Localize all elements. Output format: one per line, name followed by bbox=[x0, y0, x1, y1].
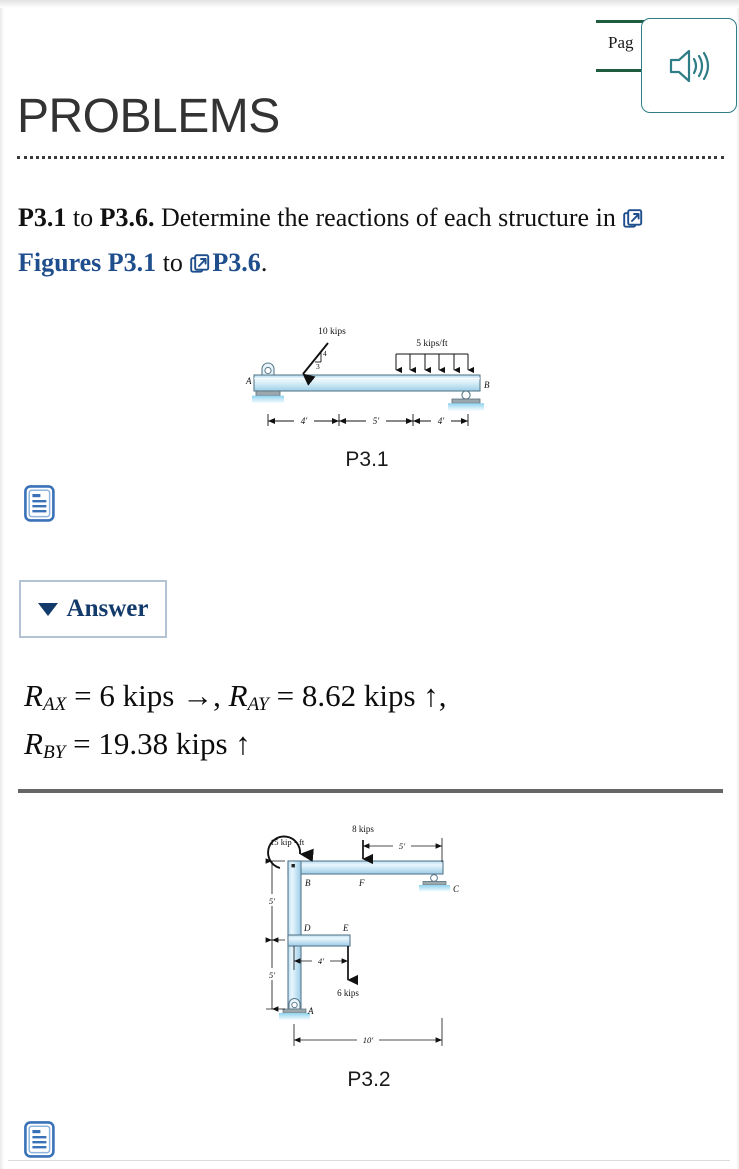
answer-symbol-ray: R bbox=[228, 678, 248, 713]
dimension-left-lower bbox=[264, 940, 285, 1009]
figure-link-p36[interactable]: P3.6 bbox=[212, 247, 261, 277]
label-load-6kips: 6 kips bbox=[337, 988, 359, 998]
page-bottom-divider bbox=[8, 1160, 730, 1161]
pin-support-a-p32 bbox=[279, 999, 310, 1021]
page-title: PROBLEMS bbox=[17, 90, 280, 143]
dim-label-bottom: 10′ bbox=[362, 1035, 374, 1045]
dim-label-1: 4′ bbox=[300, 416, 308, 426]
dimension-left-upper bbox=[264, 861, 285, 940]
page-number-label: Pag bbox=[608, 33, 634, 52]
statement-to-2: to bbox=[156, 247, 190, 277]
answer-value-ray: = 8.62 kips ↑, bbox=[268, 678, 447, 713]
label-moment: 15 kip • ft bbox=[270, 837, 305, 847]
answer-subscript-ax: AX bbox=[42, 694, 67, 716]
point-load-10kips bbox=[303, 343, 328, 374]
slope-rise-label: 4 bbox=[323, 349, 327, 358]
answer-toggle-button[interactable] bbox=[19, 580, 167, 638]
title-dotted-divider bbox=[17, 156, 724, 159]
document-notes-icon bbox=[24, 1121, 55, 1158]
answer-value-rax: = 6 kips →, bbox=[66, 678, 229, 713]
problem-range-end: P3.6. bbox=[99, 203, 155, 232]
external-link-icon[interactable] bbox=[190, 254, 210, 274]
statement-period: . bbox=[260, 247, 268, 277]
label-distributed-load: 5 kips/ft bbox=[416, 339, 448, 349]
label-node-e: E bbox=[343, 923, 349, 933]
answer-subscript-ay: AY bbox=[247, 694, 269, 716]
answer-subscript-by: BY bbox=[42, 742, 66, 764]
label-node-c: C bbox=[453, 884, 460, 894]
statement-to-1: to bbox=[66, 203, 100, 232]
label-node-b: B bbox=[305, 878, 311, 888]
answer-line-2 bbox=[24, 720, 724, 768]
dimension-top-right bbox=[363, 838, 442, 862]
dim-label-de: 4′ bbox=[317, 956, 325, 966]
statement-body: Determine the reactions of each structure in bbox=[154, 203, 623, 232]
document-notes-icon bbox=[24, 485, 55, 522]
label-support-b: B bbox=[484, 380, 490, 390]
figure-link-p31[interactable]: Figures P3.1 bbox=[18, 247, 157, 277]
roller-support-b bbox=[448, 391, 484, 411]
label-node-d: D bbox=[304, 923, 311, 933]
answer-toggle-label: Answer bbox=[66, 595, 149, 622]
dim-label-3: 4′ bbox=[437, 416, 445, 426]
answer-line-1 bbox=[24, 672, 724, 720]
dimension-bottom bbox=[294, 1018, 442, 1046]
figure-p32 bbox=[258, 818, 480, 1092]
dim-label-2: 5′ bbox=[372, 416, 380, 426]
caret-down-icon bbox=[38, 603, 58, 616]
dimension-line-p31 bbox=[268, 414, 468, 426]
label-node-f: F bbox=[359, 878, 365, 888]
dim-label-left-upper: 5′ bbox=[268, 896, 276, 906]
figure-caption-p32: P3.2 bbox=[347, 1068, 391, 1091]
answer-value-rby: = 19.38 kips ↑ bbox=[65, 726, 251, 762]
slope-run-label: 3 bbox=[316, 362, 320, 371]
label-support-a: A bbox=[246, 376, 252, 386]
problem-statement bbox=[18, 196, 718, 285]
dimension-de bbox=[294, 946, 348, 970]
figure-p32-drawing bbox=[258, 818, 480, 1060]
answer-symbol-rby: R bbox=[24, 726, 43, 762]
page-left-edge bbox=[0, 8, 4, 1169]
label-point-load: 10 kips bbox=[318, 327, 346, 337]
section-divider bbox=[18, 789, 723, 793]
external-link-icon[interactable] bbox=[623, 209, 643, 229]
label-load-8kips: 8 kips bbox=[352, 824, 374, 834]
label-node-a: A bbox=[308, 1006, 314, 1016]
speaker-icon bbox=[667, 46, 711, 86]
answer-symbol-rax: R bbox=[24, 678, 43, 713]
figure-p31-drawing bbox=[236, 318, 498, 438]
answer-content bbox=[24, 672, 724, 768]
distributed-load-5kipsft bbox=[396, 354, 468, 370]
note-icon-p31[interactable] bbox=[24, 485, 55, 522]
problem-range-start: P3.1 bbox=[18, 203, 67, 232]
dim-label-top-right: 5′ bbox=[398, 841, 406, 851]
window-top-strip bbox=[0, 0, 739, 8]
roller-support-c bbox=[419, 875, 450, 892]
note-icon-p32[interactable] bbox=[24, 1121, 55, 1158]
figure-caption-p31: P3.1 bbox=[345, 448, 389, 471]
dim-label-left-lower: 5′ bbox=[268, 970, 276, 980]
figure-p31 bbox=[236, 318, 498, 472]
